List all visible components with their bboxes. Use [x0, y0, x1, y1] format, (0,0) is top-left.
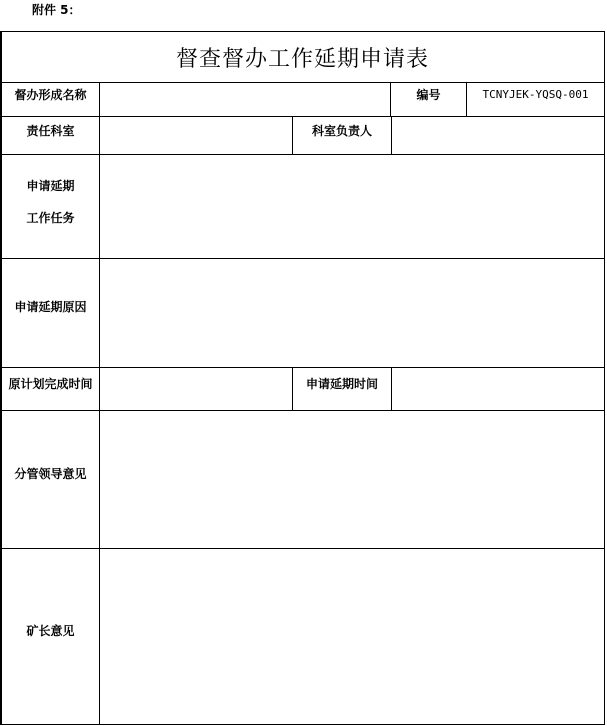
reason-field[interactable] [100, 259, 604, 367]
extension-time-label: 申请延期时间 [305, 376, 378, 391]
department-head-label: 科室负责人 [311, 123, 372, 138]
number-label: 编号 [416, 87, 441, 102]
original-time-field[interactable] [100, 368, 292, 410]
leader-opinion-label: 分管领导意见 [14, 466, 87, 481]
attachment-label: 附件 5： [32, 3, 81, 17]
department-label: 责任科室 [26, 123, 75, 138]
task-label [2, 155, 99, 248]
form-title: 督查督办工作延期申请表 [175, 46, 429, 72]
task-label-line-2: 工作任务 [26, 210, 75, 225]
source-name-label: 督办形成名称 [14, 87, 87, 102]
source-name-field[interactable] [100, 83, 390, 116]
extension-time-field[interactable] [392, 368, 604, 410]
task-field[interactable] [100, 155, 604, 258]
original-time-label: 原计划完成时间 [8, 376, 93, 391]
department-head-field[interactable] [392, 117, 604, 154]
director-opinion-field[interactable] [100, 549, 604, 724]
department-field[interactable] [100, 117, 292, 154]
director-opinion-label: 矿长意见 [26, 623, 75, 638]
number-value: TCNYJEK-YQSQ-001 [482, 87, 589, 101]
reason-label: 申请延期原因 [14, 299, 87, 314]
task-label-line-1: 申请延期 [26, 178, 75, 193]
leader-opinion-field[interactable] [100, 411, 604, 548]
